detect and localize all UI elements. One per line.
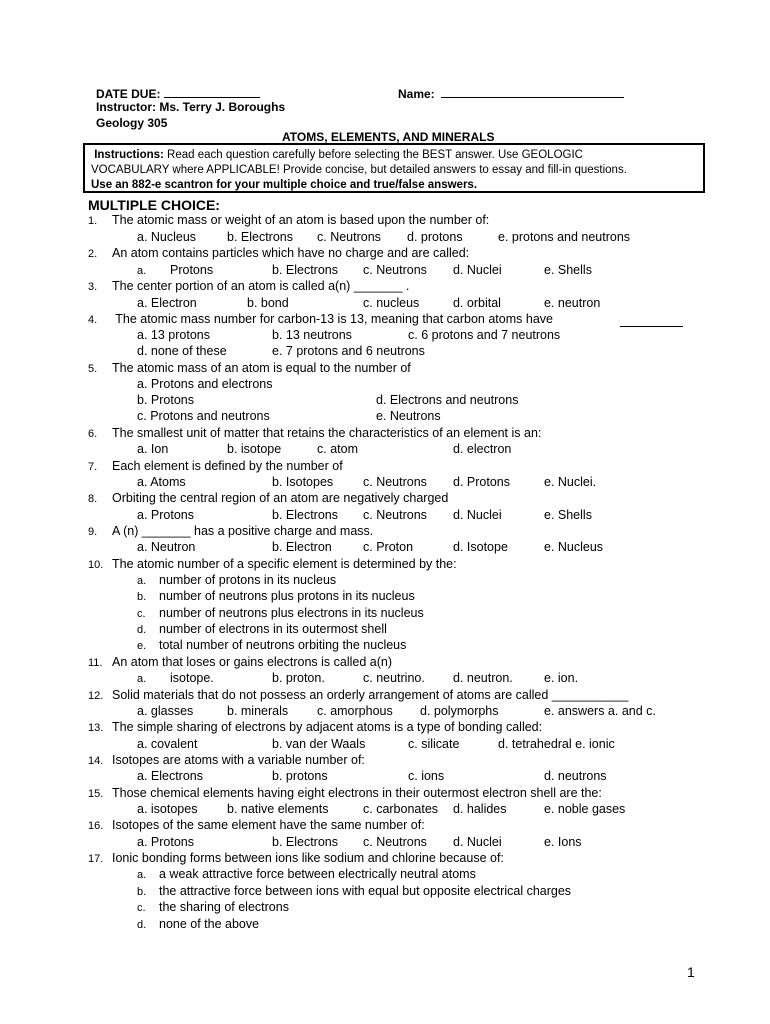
- option[interactable]: b. proton.: [272, 671, 325, 685]
- option[interactable]: c. 6 protons and 7 neutrons: [408, 328, 561, 342]
- question-9: 9. A (n) _______ has a positive charge and mass.: [88, 524, 374, 538]
- question-17: 17. Ionic bonding forms between ions like sodium and chlorine because of:: [88, 851, 504, 865]
- option[interactable]: d. polymorphs: [420, 704, 499, 718]
- option[interactable]: c. Protons and neutrons: [137, 409, 270, 423]
- option[interactable]: b. protons: [272, 769, 328, 783]
- option[interactable]: a.: [137, 265, 147, 277]
- option[interactable]: a. Protons: [137, 508, 194, 522]
- date-due-label: DATE DUE:: [96, 85, 260, 101]
- instructions-line-2: VOCABULARY where APPLICABLE! Provide concise, but detailed answers to essay and fill-in questions.: [91, 164, 627, 176]
- option[interactable]: c. Neutrons: [363, 263, 427, 277]
- option[interactable]: isotope.: [170, 671, 214, 685]
- option[interactable]: e. ion.: [544, 671, 579, 685]
- question-14: 14. Isotopes are atoms with a variable number of:: [88, 753, 365, 767]
- option[interactable]: b. Electron: [272, 540, 332, 554]
- section-title: MULTIPLE CHOICE:: [88, 197, 220, 213]
- option[interactable]: b. 13 neutrons: [272, 328, 352, 342]
- option[interactable]: a.: [137, 673, 147, 685]
- question-6: 6. The smallest unit of matter that retains the characteristics of an element is an:: [88, 426, 542, 440]
- document-title: ATOMS, ELEMENTS, AND MINERALS: [282, 130, 495, 144]
- option[interactable]: c. amorphous: [317, 704, 393, 718]
- option[interactable]: b. minerals: [227, 704, 289, 718]
- option[interactable]: e. Shells: [544, 263, 592, 277]
- option[interactable]: a. number of protons in its nucleus: [137, 573, 337, 587]
- option[interactable]: c. the sharing of electrons: [137, 900, 289, 914]
- answer-blank[interactable]: [620, 314, 683, 327]
- option[interactable]: d. neutron.: [453, 671, 513, 685]
- question-10: 10. The atomic number of a specific element is determined by the:: [88, 557, 457, 571]
- option[interactable]: c. atom: [317, 442, 358, 456]
- option[interactable]: e. answers a. and c.: [544, 704, 656, 718]
- option[interactable]: d. Nuclei: [453, 835, 502, 849]
- option[interactable]: d. halides: [453, 802, 507, 816]
- option[interactable]: e. Nuclei.: [544, 475, 597, 489]
- instructions-line-3: Use an 882-e scantron for your multiple choice and true/false answers.: [91, 179, 478, 191]
- option[interactable]: e. Ions: [544, 835, 582, 849]
- option[interactable]: b. bond: [247, 296, 289, 310]
- option[interactable]: e. neutron: [544, 296, 601, 310]
- option[interactable]: d. neutrons: [544, 769, 607, 783]
- option[interactable]: a. Atoms: [137, 475, 186, 489]
- option[interactable]: b. Protons: [137, 393, 194, 407]
- question-7: 7. Each element is defined by the number of: [88, 459, 343, 473]
- option[interactable]: b. number of neutrons plus protons in its nucleus: [137, 589, 415, 603]
- option[interactable]: e. Neutrons: [376, 409, 441, 423]
- option[interactable]: e. noble gases: [544, 802, 626, 816]
- option[interactable]: a. Protons and electrons: [137, 377, 273, 391]
- question-4: 4. The atomic mass number for carbon-13 is 13, meaning that carbon atoms have: [88, 312, 553, 326]
- option[interactable]: b. Electrons: [272, 835, 339, 849]
- instructions-box: [83, 143, 705, 193]
- option[interactable]: a. Neutron: [137, 540, 196, 554]
- question-15: 15. Those chemical elements having eight electrons in their outermost electron shell are the:: [88, 786, 602, 800]
- option[interactable]: c. Neutrons: [363, 835, 427, 849]
- option[interactable]: d. Electrons and neutrons: [376, 393, 519, 407]
- option[interactable]: d. none of the above: [137, 917, 260, 931]
- option[interactable]: d. electron: [453, 442, 512, 456]
- option[interactable]: a. isotopes: [137, 802, 198, 816]
- option[interactable]: d. Nuclei: [453, 508, 502, 522]
- instructions-label: Instructions:: [94, 149, 164, 161]
- option[interactable]: d. Nuclei: [453, 263, 502, 277]
- option[interactable]: c. silicate: [408, 737, 460, 751]
- option[interactable]: e. Shells: [544, 508, 592, 522]
- option[interactable]: a. covalent: [137, 737, 198, 751]
- option[interactable]: c. number of neutrons plus electrons in its nucleus: [137, 606, 424, 620]
- question-3: 3. The center portion of an atom is called a(n) _______ .: [88, 279, 410, 293]
- option[interactable]: e. total number of neutrons orbiting the nucleus: [137, 638, 407, 652]
- option[interactable]: d. Protons: [453, 475, 510, 489]
- option[interactable]: e. protons and neutrons: [498, 230, 631, 244]
- option[interactable]: d. protons: [407, 230, 463, 244]
- course-line: Geology 305: [96, 116, 168, 130]
- option[interactable]: b. isotope: [227, 442, 282, 456]
- page-number: 1: [687, 964, 695, 980]
- option[interactable]: c. ions: [408, 769, 445, 783]
- option[interactable]: a. Electron: [137, 296, 197, 310]
- option[interactable]: d. orbital: [453, 296, 501, 310]
- option[interactable]: c. Neutrons: [317, 230, 381, 244]
- option[interactable]: c. Neutrons: [363, 508, 427, 522]
- option[interactable]: a. glasses: [137, 704, 194, 718]
- question-16: 16. Isotopes of the same element have the same number of:: [88, 818, 425, 832]
- name-blank[interactable]: [441, 85, 624, 98]
- option[interactable]: a. Ion: [137, 442, 169, 456]
- option[interactable]: e. 7 protons and 6 neutrons: [272, 344, 425, 358]
- option[interactable]: d. Isotope: [453, 540, 508, 554]
- option[interactable]: Protons: [170, 263, 214, 277]
- option[interactable]: b. the attractive force between ions with equal but opposite electrical charges: [137, 884, 572, 898]
- question-2: 2. An atom contains particles which have no charge and are called:: [88, 246, 470, 260]
- option[interactable]: d. number of electrons in its outermost shell: [137, 622, 387, 636]
- option[interactable]: b. Electrons: [272, 508, 339, 522]
- option[interactable]: b. van der Waals: [272, 737, 366, 751]
- option[interactable]: b. Electrons: [227, 230, 294, 244]
- question-1: 1. The atomic mass or weight of an atom is based upon the number of:: [88, 213, 490, 227]
- option[interactable]: a. Electrons: [137, 769, 204, 783]
- option[interactable]: b. Isotopes: [272, 475, 334, 489]
- option[interactable]: c. Neutrons: [363, 475, 427, 489]
- option[interactable]: c. nucleus: [363, 296, 420, 310]
- question-8: 8. Orbiting the central region of an atom are negatively charged: [88, 491, 449, 505]
- name-label: Name:: [398, 85, 624, 101]
- option[interactable]: a. 13 protons: [137, 328, 210, 342]
- instructions-line-1: Read each question carefully before selecting the BEST answer. Use GEOLOGIC: [163, 149, 583, 161]
- question-12: 12. Solid materials that do not possess an orderly arrangement of atoms are called ___________: [88, 688, 629, 702]
- instructor-line: Instructor: Ms. Terry J. Boroughs: [96, 100, 286, 114]
- option[interactable]: d. tetrahedral e. ionic: [498, 737, 615, 751]
- question-13: 13. The simple sharing of electrons by adjacent atoms is a type of bonding called:: [88, 720, 543, 734]
- question-11: 11. An atom that loses or gains electrons is called a(n): [88, 655, 392, 669]
- option[interactable]: c. Proton: [363, 540, 414, 554]
- option[interactable]: c. neutrino.: [363, 671, 425, 685]
- date-due-blank[interactable]: [164, 85, 260, 98]
- option[interactable]: a. a weak attractive force between electrically neutral atoms: [137, 867, 476, 881]
- option[interactable]: e. Nucleus: [544, 540, 604, 554]
- option[interactable]: c. carbonates: [363, 802, 439, 816]
- option[interactable]: d. none of these: [137, 344, 227, 358]
- option[interactable]: b. Electrons: [272, 263, 339, 277]
- question-5: 5. The atomic mass of an atom is equal to the number of: [88, 361, 411, 375]
- option[interactable]: b. native elements: [227, 802, 329, 816]
- option[interactable]: a. Nucleus: [137, 230, 197, 244]
- option[interactable]: a. Protons: [137, 835, 194, 849]
